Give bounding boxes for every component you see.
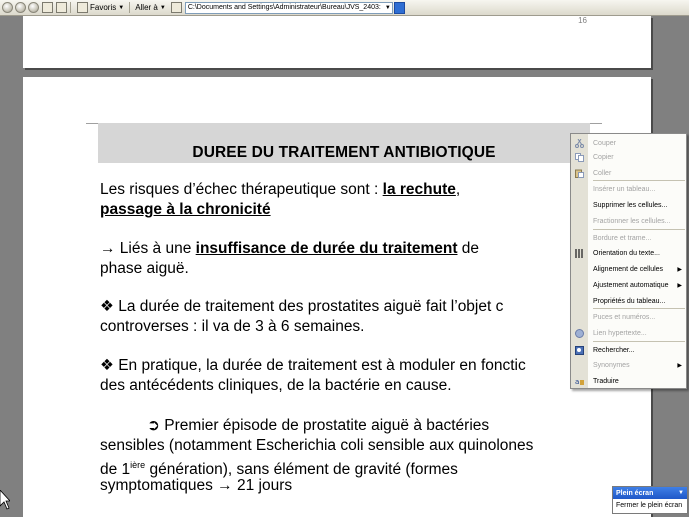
paragraph-2-line-1: [100, 239, 479, 258]
stop-icon[interactable]: [28, 2, 39, 13]
text-run: ,: [455, 181, 461, 198]
fullscreen-title: Plein écran: [616, 489, 654, 497]
menu-item-label: Puces et numéros...: [593, 313, 656, 321]
fullscreen-toolbar: [612, 486, 688, 514]
menu-item-label: Propriétés du tableau...: [593, 297, 666, 305]
page-icon: [171, 2, 182, 13]
paragraph-3-line-1: [100, 297, 503, 316]
goto-menu[interactable]: [133, 3, 168, 12]
crop-mark: [86, 123, 98, 124]
paragraph-2-line-2: phase aiguë.: [100, 260, 189, 277]
diamond-bullet-icon: ❖: [100, 298, 114, 315]
address-bar[interactable]: [185, 2, 393, 14]
menu-separator: [593, 341, 685, 342]
menu-item-supprimer-les-cellules[interactable]: [571, 198, 686, 212]
submenu-arrow-icon: ▶: [677, 282, 682, 289]
menu-separator: [593, 229, 685, 230]
paragraph-4-line-1: [100, 356, 526, 375]
arrow-icon: →: [100, 240, 116, 257]
menu-separator: [593, 308, 685, 309]
submenu-arrow-icon: ▶: [677, 362, 682, 369]
menu-item-fractionner-les-cellules[interactable]: [571, 214, 686, 228]
hyperlink-icon: [575, 329, 584, 338]
menu-item-couper[interactable]: [571, 136, 686, 150]
text-run: Premier épisode de prostatite aiguë à bactéries: [160, 417, 490, 434]
text-run: En pratique, la durée de traitement est à moduler en fonctic: [113, 357, 526, 374]
go-button[interactable]: [394, 2, 405, 14]
chevron-down-icon[interactable]: ▼: [384, 4, 391, 11]
menu-item-label: Rechercher...: [593, 346, 635, 354]
text-run: 21 jours: [232, 477, 293, 494]
menu-item-orientation-du-texte[interactable]: [571, 246, 686, 260]
text-run: Liés à une: [115, 240, 196, 257]
paragraph-5-line-2: sensibles (notamment Escherichia coli sensible aux quinolones: [100, 437, 534, 454]
fullscreen-menu[interactable]: [613, 487, 687, 499]
mouse-cursor-icon: [0, 490, 10, 510]
text-run: symptomatiques: [100, 477, 218, 494]
menu-item-label: Alignement de cellules: [593, 265, 664, 273]
home-icon[interactable]: [56, 2, 67, 13]
text-run-emphasis: insuffisance de durée du traitement: [195, 240, 458, 257]
copy-icon: [575, 153, 584, 162]
document-page-16: [23, 16, 651, 68]
menu-item-traduire[interactable]: [571, 374, 686, 388]
text-run: de 1: [100, 461, 131, 479]
scissors-icon: [575, 139, 584, 148]
paragraph-5-line-1: [147, 416, 489, 435]
text-run: Les risques d’échec thérapeutique sont :: [100, 181, 383, 198]
chevron-down-icon: ▼: [118, 4, 125, 11]
text-run: de: [457, 240, 480, 257]
crop-mark: [590, 123, 602, 124]
text-run-emphasis: la rechute: [382, 181, 456, 198]
menu-item-copier[interactable]: [571, 150, 686, 164]
menu-item-ajustement-automatique[interactable]: [571, 278, 686, 292]
favorites-label: Favoris: [90, 3, 117, 12]
browser-toolbar: [0, 0, 689, 16]
text-run: La durée de traitement des prostatites aiguë fait l’objet c: [113, 298, 504, 315]
goto-label: Aller à: [135, 3, 158, 12]
toolbar-separator: [129, 2, 130, 13]
paragraph-3-line-2: controverses : il va de 3 à 6 semaines.: [100, 318, 365, 335]
chevron-down-icon: ▼: [159, 4, 166, 11]
slide-title: DUREE DU TRAITEMENT ANTIBIOTIQUE: [192, 144, 496, 161]
context-menu: [570, 133, 687, 389]
diamond-bullet-icon: ❖: [100, 357, 114, 374]
menu-item-label: Bordure et trame...: [593, 234, 652, 242]
paragraph-4-line-2: des antécédents cliniques, de la bactérie en cause.: [100, 377, 452, 394]
paragraph-5-line-4: [100, 476, 292, 495]
menu-item-puces-et-numéros[interactable]: [571, 310, 686, 324]
menu-item-label: Traduire: [593, 377, 619, 385]
menu-item-label: Orientation du texte...: [593, 249, 660, 257]
menu-item-rechercher[interactable]: [571, 343, 686, 357]
chevron-down-icon[interactable]: ▼: [678, 490, 684, 496]
search-icon[interactable]: [77, 2, 88, 13]
toolbar-separator: [70, 2, 71, 13]
svg-text:a: a: [575, 377, 580, 386]
menu-item-propriétés-du-tableau[interactable]: [571, 294, 686, 308]
text-direction-icon: [575, 249, 584, 258]
menu-item-label: Copier: [593, 153, 614, 161]
paragraph-1-line-1: [100, 180, 460, 199]
address-text: C:\Documents and Settings\Administrateur\Bureau\JVS_2403:: [187, 3, 381, 11]
text-run: génération), sans élément de gravité (formes: [145, 461, 458, 479]
curved-arrow-icon: ➲: [147, 417, 160, 434]
menu-item-alignement-de-cellules[interactable]: [571, 262, 686, 276]
menu-item-label: Insérer un tableau...: [593, 185, 656, 193]
forward-icon[interactable]: [15, 2, 26, 13]
menu-item-lien-hypertexte[interactable]: [571, 326, 686, 340]
menu-item-insérer-un-tableau[interactable]: [571, 182, 686, 196]
menu-item-label: Supprimer les cellules...: [593, 201, 668, 209]
favorites-menu[interactable]: [88, 3, 126, 12]
menu-item-label: Couper: [593, 139, 616, 147]
research-icon: [575, 346, 584, 355]
refresh-icon[interactable]: [42, 2, 53, 13]
menu-item-label: Lien hypertexte...: [593, 329, 647, 337]
menu-item-synonymes[interactable]: [571, 358, 686, 372]
page-number: 16: [578, 16, 587, 25]
menu-item-coller[interactable]: [571, 166, 686, 180]
document-page[interactable]: [23, 77, 654, 517]
back-icon[interactable]: [2, 2, 13, 13]
menu-separator: [593, 180, 685, 181]
close-fullscreen-button[interactable]: Fermer le plein écran: [616, 502, 683, 509]
translate-icon: [575, 377, 584, 386]
superscript: ière: [130, 460, 146, 470]
menu-item-label: Ajustement automatique: [593, 281, 669, 289]
menu-item-label: Coller: [593, 169, 612, 177]
menu-item-label: Fractionner les cellules...: [593, 217, 671, 225]
submenu-arrow-icon: ▶: [677, 266, 682, 273]
paragraph-1-line-2: passage à la chronicité: [100, 201, 271, 218]
menu-item-bordure-et-trame[interactable]: [571, 231, 686, 245]
menu-item-label: Synonymes: [593, 361, 630, 369]
arrow-icon: →: [217, 477, 233, 494]
paste-icon: [575, 169, 584, 178]
